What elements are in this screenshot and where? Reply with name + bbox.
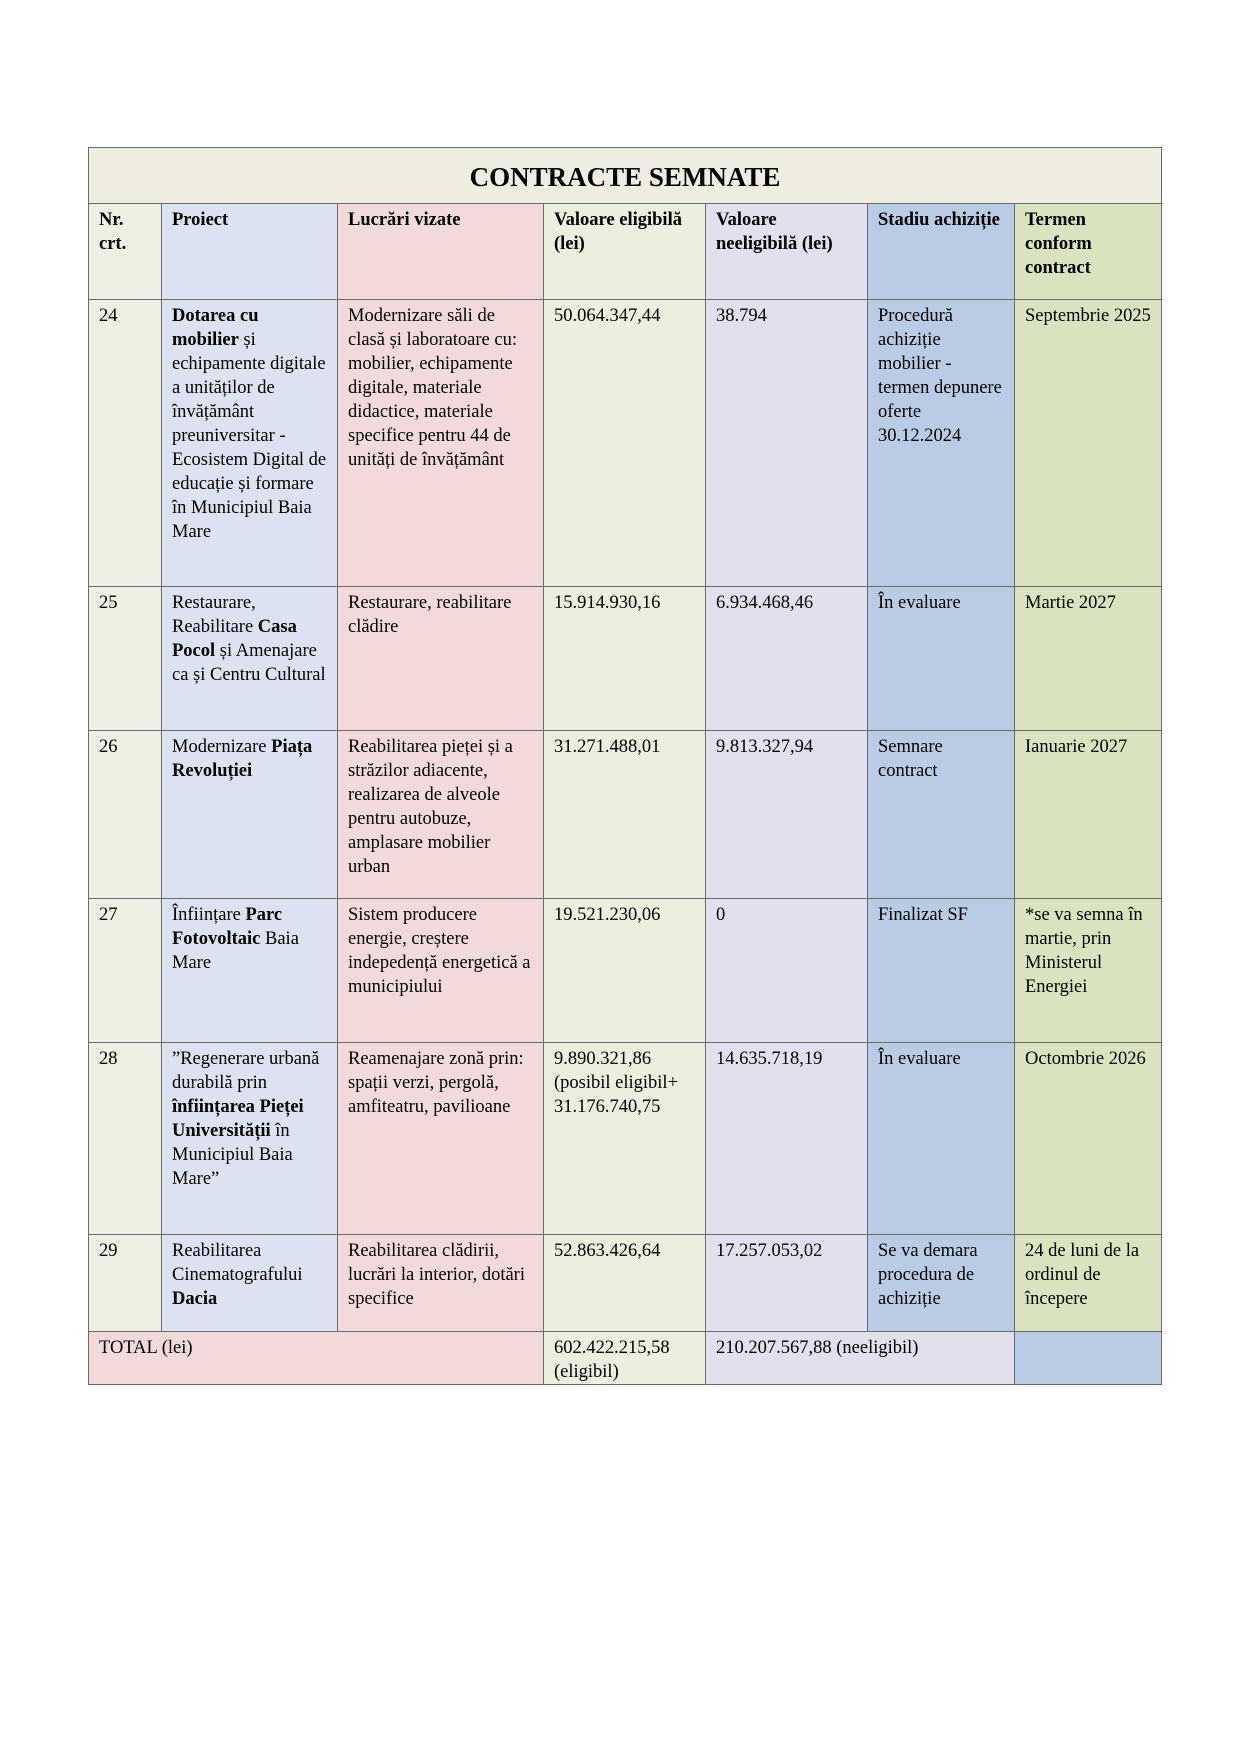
- row-proiect: [162, 899, 338, 1043]
- header-row: [89, 204, 1162, 300]
- table-row: [89, 731, 1162, 899]
- row-proiect: [162, 1043, 338, 1235]
- header-nr: Nr. crt.: [89, 204, 162, 300]
- proiect-bold: Piața Revoluției: [172, 737, 313, 781]
- proiect-bold: Parc Fotovoltaic: [172, 905, 283, 949]
- row-proiect: [162, 587, 338, 731]
- proiect-rest: și Amenajare ca și Centru Cultural: [172, 641, 326, 685]
- proiect-bold: înființarea Pieței Universității: [172, 1097, 304, 1141]
- row-nr: 29: [89, 1235, 162, 1332]
- row-lucrari: Reabilitarea clădirii, lucrări la interior, dotări specifice: [338, 1235, 544, 1332]
- row-termen: 24 de luni de la ordinul de începere: [1015, 1235, 1162, 1332]
- proiect-pre: Modernizare: [172, 737, 272, 757]
- table-row: [89, 587, 1162, 731]
- row-lucrari: Sistem producere energie, creștere indepedență energetică a municipiului: [338, 899, 544, 1043]
- row-eligibila: 9.890.321,86 (posibil eligibil+ 31.176.740,75: [544, 1043, 706, 1235]
- header-stadiu: Stadiu achiziție: [868, 204, 1015, 300]
- table-row: [89, 1235, 1162, 1332]
- row-termen: Martie 2027: [1015, 587, 1162, 731]
- row-nr: 25: [89, 587, 162, 731]
- row-stadiu: Se va demara procedura de achiziție: [868, 1235, 1015, 1332]
- row-nr: 27: [89, 899, 162, 1043]
- row-stadiu: Finalizat SF: [868, 899, 1015, 1043]
- row-neeligibila: 17.257.053,02: [706, 1235, 868, 1332]
- total-blank-cell: [1015, 1332, 1162, 1385]
- row-proiect: [162, 731, 338, 899]
- row-lucrari: Reamenajare zonă prin: spații verzi, pergolă, amfiteatru, pavilioane: [338, 1043, 544, 1235]
- total-eligibil: 602.422.215,58 (eligibil): [544, 1332, 706, 1385]
- row-nr: 26: [89, 731, 162, 899]
- table-row: [89, 300, 1162, 587]
- total-neeligibil: 210.207.567,88 (neeligibil): [706, 1332, 1015, 1385]
- row-termen: Septembrie 2025: [1015, 300, 1162, 587]
- header-termen: Termen conform contract: [1015, 204, 1162, 300]
- proiect-pre: Reabilitarea Cinematografului: [172, 1241, 303, 1285]
- contracts-table: [88, 147, 1162, 1385]
- row-stadiu: Procedură achiziție mobilier - termen depunere oferte 30.12.2024: [868, 300, 1015, 587]
- proiect-bold: Dotarea cu mobilier: [172, 306, 259, 350]
- row-neeligibila: 0: [706, 899, 868, 1043]
- row-eligibila: 52.863.426,64: [544, 1235, 706, 1332]
- proiect-bold: Casa Pocol: [172, 617, 297, 661]
- row-neeligibila: 38.794: [706, 300, 868, 587]
- row-lucrari: Reabilitarea pieței și a străzilor adiacente, realizarea de alveole pentru autobuze, amplasare mobilier urban: [338, 731, 544, 899]
- proiect-rest: Baia Mare: [172, 929, 299, 973]
- row-proiect: [162, 300, 338, 587]
- proiect-rest: și echipamente digitale a unităților de învățământ preuniversitar - Ecosistem Digital de educație și formare în Municipiul Baia Mare: [172, 330, 327, 542]
- header-lucrari: Lucrări vizate: [338, 204, 544, 300]
- table-row: [89, 899, 1162, 1043]
- row-proiect: [162, 1235, 338, 1332]
- row-eligibila: 50.064.347,44: [544, 300, 706, 587]
- row-termen: Octombrie 2026: [1015, 1043, 1162, 1235]
- row-nr: 28: [89, 1043, 162, 1235]
- header-proiect: Proiect: [162, 204, 338, 300]
- proiect-rest: în Municipiul Baia Mare”: [172, 1121, 293, 1189]
- title-row: [89, 148, 1162, 204]
- row-stadiu: În evaluare: [868, 1043, 1015, 1235]
- header-eligibila: Valoare eligibilă (lei): [544, 204, 706, 300]
- row-stadiu: Semnare contract: [868, 731, 1015, 899]
- row-termen: *se va semna în martie, prin Ministerul Energiei: [1015, 899, 1162, 1043]
- row-neeligibila: 6.934.468,46: [706, 587, 868, 731]
- proiect-pre: ”Regenerare urbană durabilă prin: [172, 1049, 320, 1093]
- row-eligibila: 15.914.930,16: [544, 587, 706, 731]
- row-eligibila: 31.271.488,01: [544, 731, 706, 899]
- row-neeligibila: 9.813.327,94: [706, 731, 868, 899]
- table-title: CONTRACTE SEMNATE: [89, 148, 1162, 204]
- row-lucrari: Restaurare, reabilitare clădire: [338, 587, 544, 731]
- total-label: TOTAL (lei): [89, 1332, 544, 1385]
- row-lucrari: Modernizare săli de clasă și laboratoare cu: mobilier, echipamente digitale, materiale didactice, materiale specifice pentru 44 de unități de învățământ: [338, 300, 544, 587]
- row-nr: 24: [89, 300, 162, 587]
- total-row: [89, 1332, 1162, 1385]
- proiect-bold: Dacia: [172, 1289, 218, 1309]
- row-termen: Ianuarie 2027: [1015, 731, 1162, 899]
- proiect-pre: Înființare: [172, 905, 246, 925]
- header-neeligibila: Valoare neeligibilă (lei): [706, 204, 868, 300]
- row-neeligibila: 14.635.718,19: [706, 1043, 868, 1235]
- row-eligibila: 19.521.230,06: [544, 899, 706, 1043]
- proiect-pre: Restaurare, Reabilitare: [172, 593, 258, 637]
- row-stadiu: În evaluare: [868, 587, 1015, 731]
- table-row: [89, 1043, 1162, 1235]
